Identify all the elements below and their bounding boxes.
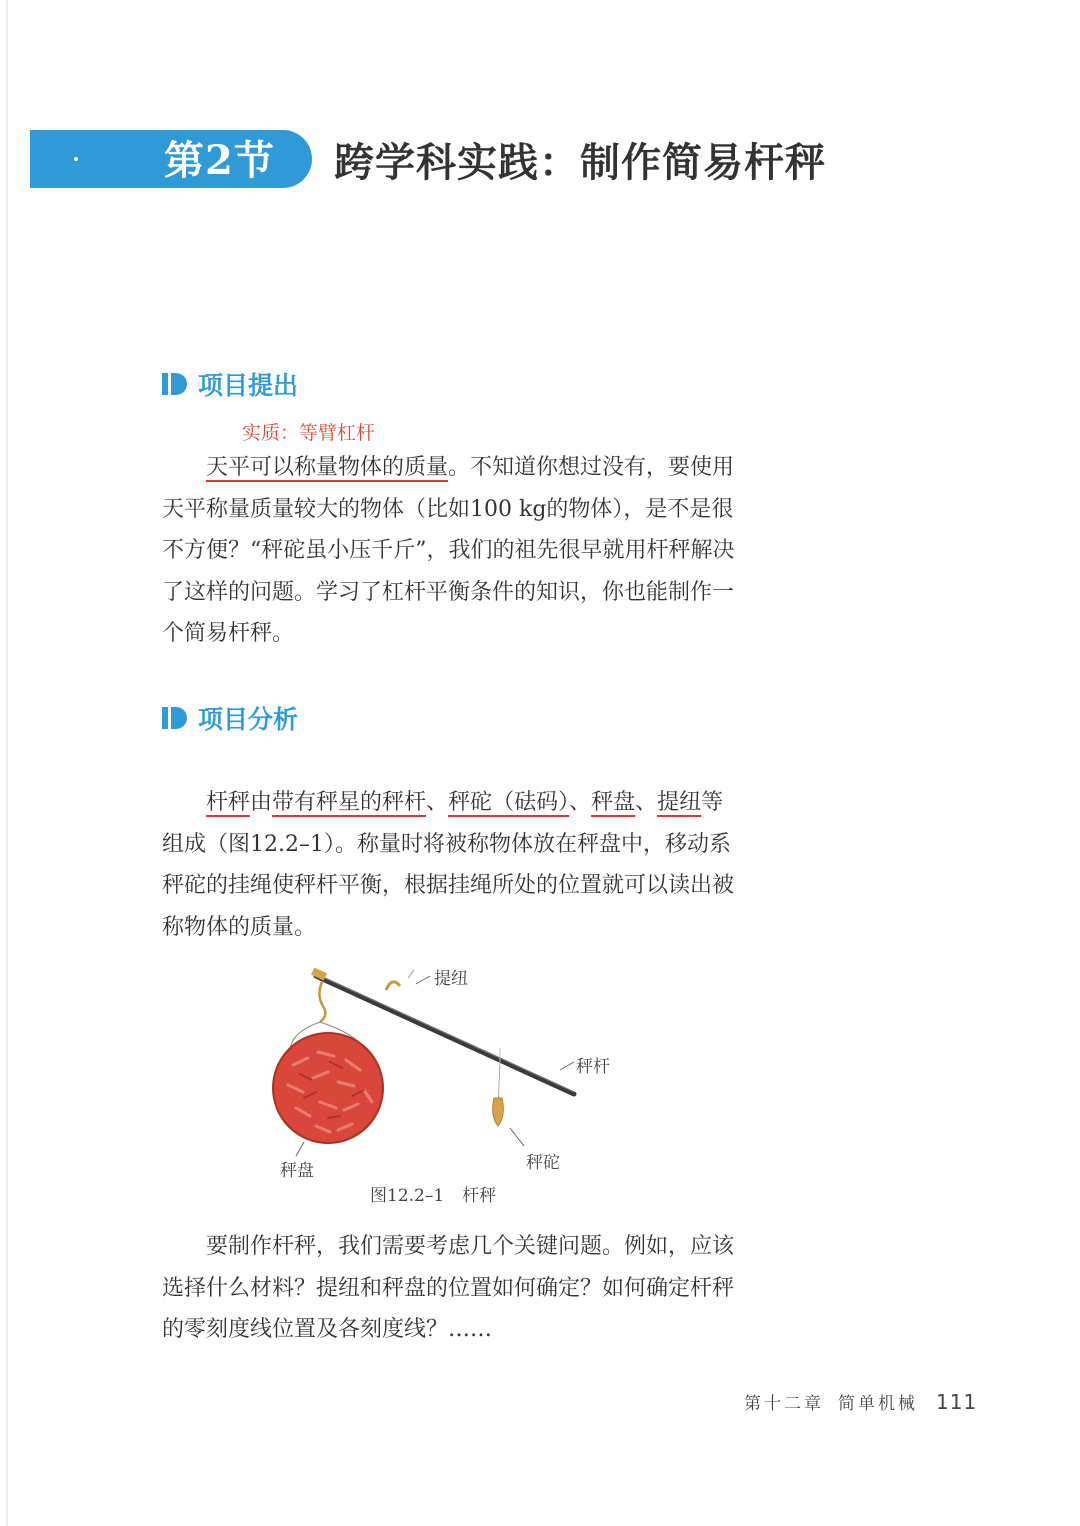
caption-text: 杆秤 [462, 1186, 497, 1206]
page-footer [744, 1389, 977, 1415]
handwritten-note: 实质：等臂杠杆 [242, 422, 376, 444]
underlined-phrase: 天平可以称量物体的质量 [206, 455, 449, 480]
label-handle: 提纽 [434, 969, 468, 989]
paragraph-text: 。不知道你想过没有，要使用天平称量质量较大的物体（比如100 kg的物体），是不是很不方便？“秤砣虽小压千斤”，我们的祖先很早就用杆秤解决了这样的问题。学习了杠杆平衡条件的知识，你也能制作一个简易杆秤。 [162, 455, 735, 646]
section-title: 跨学科实践：制作简易杆秤 [334, 139, 826, 186]
paragraph-text: 要制作杆秤，我们需要考虑几个关键问题。例如，应该选择什么材料？提纽和秤盘的位置如何确定？如何确定杆秤的零刻度线位置及各刻度线？…… [162, 1234, 735, 1342]
paragraph-text: 、 [426, 790, 449, 815]
proposal-paragraph [162, 447, 742, 655]
footer-chapter: 第十二章 [744, 1394, 824, 1414]
underlined-phrase: 杆秤 [206, 790, 251, 815]
figure-caption [370, 1181, 496, 1206]
label-beam: 秤杆 [576, 1057, 610, 1077]
underlined-phrase: 带有秤星的秤杆 [272, 790, 427, 815]
underlined-phrase: 秤砣（砝码） [448, 790, 570, 815]
label-weight: 秤砣 [526, 1153, 560, 1173]
heading-project-proposal [162, 366, 298, 402]
footer-chapter-title: 简单机械 [838, 1394, 918, 1414]
paragraph-text: 由 [250, 790, 273, 815]
paragraph-text: 、 [635, 790, 658, 815]
analysis-paragraph-2 [162, 1226, 742, 1351]
section-marker-icon [162, 371, 188, 397]
heading-label: 项目提出 [198, 371, 299, 400]
section-marker-icon [162, 705, 188, 731]
paragraph-text: 等组成（图12.2–1）。称量时将被称物体放在秤盘中，移动系秤砣的挂绳使秤杆平衡，根据挂绳所处的位置就可以读出被称物体的质量。 [162, 790, 735, 940]
underlined-phrase: 秤盘 [591, 790, 636, 815]
paragraph-text: 、 [569, 790, 592, 815]
page-edge [6, 0, 8, 1526]
steelyard-illustration [268, 960, 628, 1170]
page-number: 111 [936, 1390, 978, 1414]
heading-project-analysis [162, 700, 298, 736]
steelyard-figure [268, 960, 628, 1181]
analysis-paragraph-1 [162, 782, 742, 948]
caption-number: 图12.2–1 [370, 1186, 445, 1206]
banner-dot [74, 157, 78, 161]
heading-label: 项目分析 [198, 705, 299, 734]
label-pan: 秤盘 [280, 1161, 314, 1181]
underlined-phrase: 提纽 [657, 790, 702, 815]
section-number: 第2节 [164, 137, 275, 184]
